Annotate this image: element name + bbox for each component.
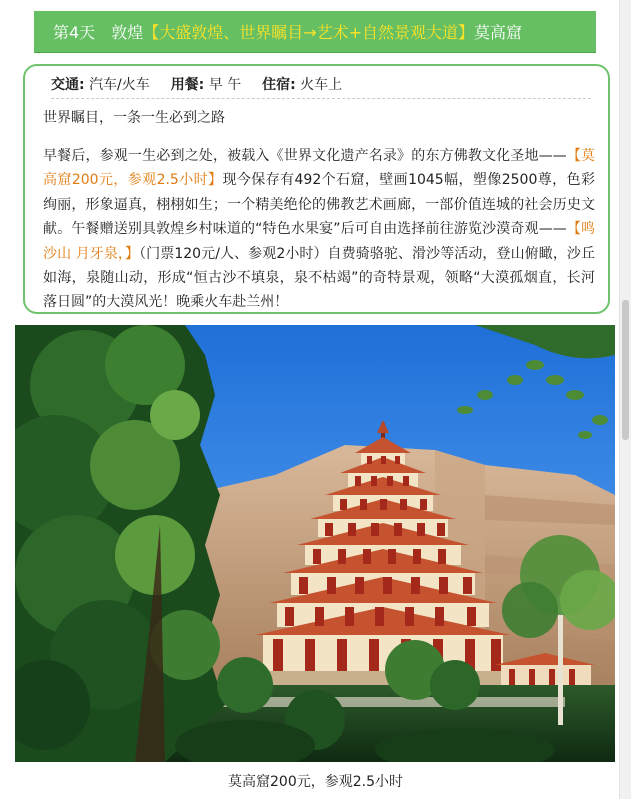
day-description [43,144,595,315]
mogao-caves-photo [15,325,615,762]
route-start: 敦煌 [111,23,144,42]
day-header-bar [34,11,596,53]
transport-label: 交通: [51,77,85,93]
description-part-3: （门票120元/人、参观2小时）自费骑骆驼、滑沙等活动，登山俯瞰，沙丘如海，泉随山动，形成“恒古沙不填泉，泉不枯竭”的奇特景观，领略“大漠孤烟直，长河落日圆”的大漠风光！晚乘火车赴兰州！ [43,245,595,311]
day-number: 第4天 [53,23,96,42]
route-highlight: 【大盛敦煌、世界瞩目→艺术+自然景观大道】 [143,23,475,42]
description-part-1: 早餐后，参观一生必到之处，被载入《世界文化遗产名录》的东方佛教文化圣地—— [43,148,567,164]
photo-caption: 莫高窟200元，参观2.5小时 [228,774,403,790]
day-info-card [23,64,610,314]
scrollbar-thumb[interactable] [622,300,629,440]
mogao-price-highlight: 【莫高窟200元，参观2.5小时】 [43,148,596,189]
description-part-2: 现今保存有492个石窟，壁画1045幅，塑像2500尊，色彩绚丽，形象逼真，栩栩如生；一个精美绝伦的佛教艺术画廊，一部价值连城的社会历史文献。午餐赠送别具敦煌乡村味道的“特色水果宴”后可自由选择前往游览沙漠奇观—— [43,172,595,238]
mingsha-highlight: 【鸣沙山 月牙泉，】 [43,221,595,262]
page-scrollbar[interactable] [619,0,631,799]
lodging-value: 火车上 [300,77,343,93]
lodging-label: 住宿: [262,77,296,93]
meals-label: 用餐: [170,77,205,93]
route-end: 莫高窟 [474,23,523,42]
trip-meta-row [51,72,591,99]
meals-value: 早 午 [208,77,242,93]
day-subtitle: 世界瞩目，一条一生必到之路 [43,110,225,126]
transport-value: 汽车/火车 [89,77,150,93]
